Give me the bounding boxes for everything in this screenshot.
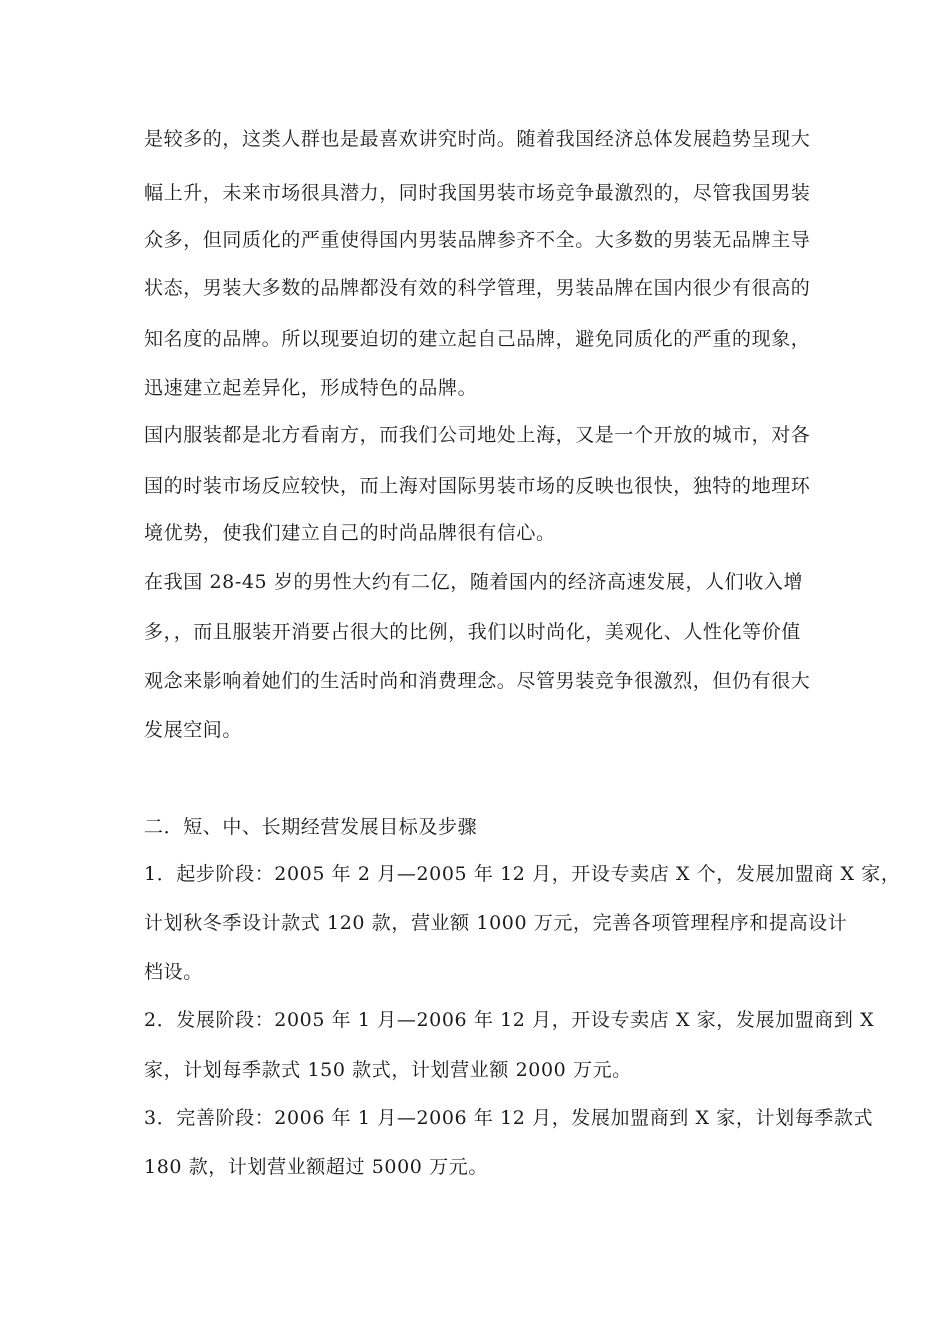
text-line: 观念来影响着她们的生活时尚和消费理念。尽管男装竞争很激烈，但仍有很大 xyxy=(144,670,811,692)
text-line: 发展空间。 xyxy=(144,719,243,741)
text-line: 在我国 28-45 岁的男性大约有二亿，随着国内的经济高速发展，人们收入增 xyxy=(144,571,804,593)
text-line: 多，，而且服装开消要占很大的比例，我们以时尚化，美观化、人性化等价值 xyxy=(144,621,801,643)
text-line: 180 款，计划营业额超过 5000 万元。 xyxy=(144,1156,488,1178)
text-line: 2．发展阶段：2005 年 1 月—2006 年 12 月，开设专卖店 X 家，发展加盟商到 X xyxy=(144,1009,875,1031)
text-line: 迅速建立起差异化，形成特色的品牌。 xyxy=(144,377,478,399)
text-line: 知名度的品牌。所以现要迫切的建立起自己品牌，避免同质化的严重的现象， xyxy=(144,328,811,350)
text-line: 众多，但同质化的严重使得国内男装品牌参齐不全。大多数的男装无品牌主导 xyxy=(144,229,811,251)
text-line: 国内服装都是北方看南方，而我们公司地处上海，又是一个开放的城市，对各 xyxy=(144,424,811,446)
text-line: 国的时装市场反应较快，而上海对国际男装市场的反映也很快，独特的地理环 xyxy=(144,475,811,497)
text-line: 家，计划每季款式 150 款式，计划营业额 2000 万元。 xyxy=(144,1059,632,1081)
text-line: 幅上升，未来市场很具潜力，同时我国男装市场竞争最激烈的，尽管我国男装 xyxy=(144,182,811,204)
text-line: 是较多的，这类人群也是最喜欢讲究时尚。随着我国经济总体发展趋势呈现大 xyxy=(144,128,811,150)
text-line: 状态，男装大多数的品牌都没有效的科学管理，男装品牌在国内很少有很高的 xyxy=(144,277,811,299)
text-line: 档设。 xyxy=(144,961,203,983)
text-line: 计划秋冬季设计款式 120 款，营业额 1000 万元，完善各项管理程序和提高设计 xyxy=(144,912,848,934)
text-line: 1．起步阶段：2005 年 2 月—2005 年 12 月，开设专卖店 X 个，发展加盟商 X 家， xyxy=(144,863,901,885)
text-line: 境优势，使我们建立自己的时尚品牌很有信心。 xyxy=(144,522,556,544)
section-heading: 二．短、中、长期经营发展目标及步骤 xyxy=(144,816,478,838)
text-line: 3．完善阶段：2006 年 1 月—2006 年 12 月，发展加盟商到 X 家，计划每季款式 xyxy=(144,1107,874,1129)
